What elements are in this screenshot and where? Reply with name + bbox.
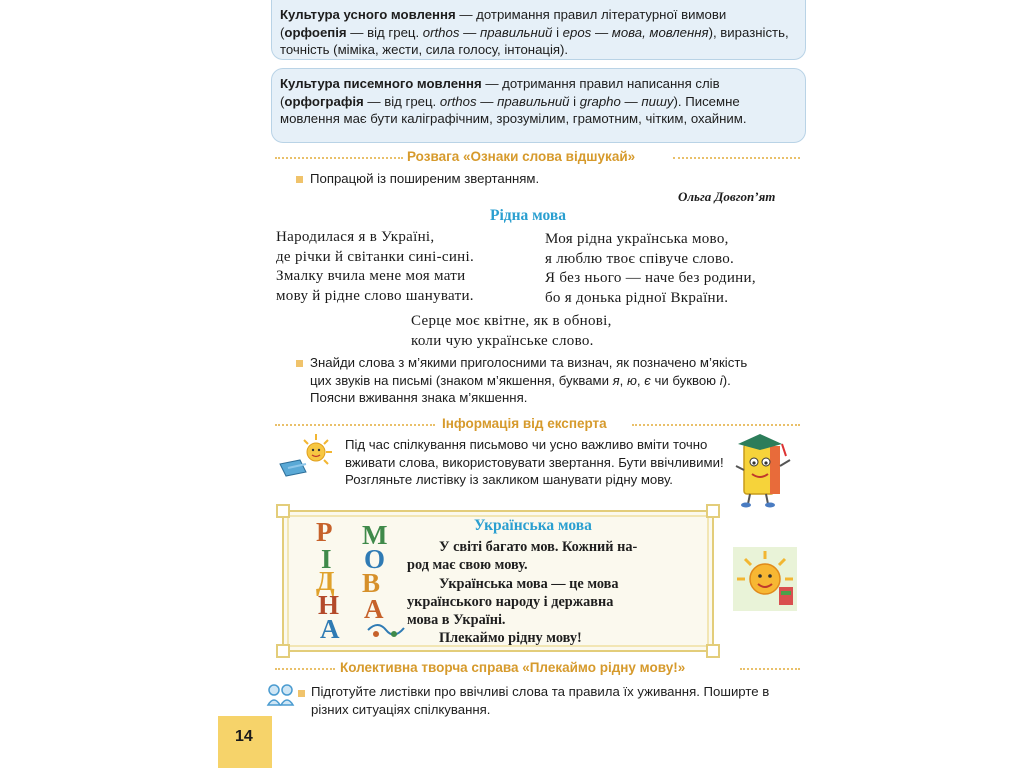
task-line: Поясни вживання знака м’якшення. xyxy=(310,390,528,405)
postcard-line: род має свою мову. xyxy=(407,557,528,574)
def-text: ). Писемне мовлення має бути каліграфічним, зрозумілим, грамотним, чітким, охайним. xyxy=(280,93,747,126)
page-number-tab xyxy=(218,716,272,768)
translation: пишу xyxy=(641,93,674,109)
section-header-expert xyxy=(275,416,800,432)
dotted-divider xyxy=(740,668,800,670)
floral-ornament-icon xyxy=(366,618,406,640)
ornament-letter: О xyxy=(364,544,386,574)
frame-corner xyxy=(276,504,290,518)
greek-word: orthos xyxy=(422,24,460,40)
poem-stanza-left: Народилася я в Україні, де річки й світанки сині-сині. Змалку вчила мене моя мати мову й рідне слово шанувати. xyxy=(276,229,474,304)
def-text: — xyxy=(476,93,498,109)
dotted-divider xyxy=(275,668,335,670)
ornament-letter: Р xyxy=(316,517,333,547)
def-text: — від грец. xyxy=(346,24,423,40)
ornament-letter: І xyxy=(321,544,332,574)
ornament-letter: Н xyxy=(318,590,340,620)
def-text: — xyxy=(620,93,642,109)
dotted-divider xyxy=(673,157,800,159)
term-written-culture: Культура писемного мовлення xyxy=(280,76,482,91)
dotted-divider xyxy=(632,424,800,426)
term-orthography: орфографія xyxy=(284,93,364,109)
poem-title: Рідна мова xyxy=(490,207,567,224)
def-text: і xyxy=(552,24,563,40)
section-title: Колективна творча справа «Плекаймо рідну мову!» xyxy=(340,660,686,675)
sun-painter-icon xyxy=(733,547,797,611)
poem-stanza-right: Моя рідна українська мово, я люблю твоє співуче слово. Я без нього — наче без родини, бо я донька рідної Вкраїни. xyxy=(545,231,756,306)
dotted-divider xyxy=(275,424,435,426)
bullet-icon xyxy=(296,360,303,367)
term-oral-culture: Культура усного мовлення xyxy=(280,7,456,22)
section-title: Інформація від експерта xyxy=(442,416,607,431)
definition-oral-speech xyxy=(271,0,806,60)
frame-corner xyxy=(276,644,290,658)
bullet-icon xyxy=(296,176,303,183)
def-text: — дотримання правил написання слів ( xyxy=(280,76,720,109)
ornament-letter: А xyxy=(364,594,384,624)
translation: правильний xyxy=(479,24,553,40)
bullet-icon xyxy=(298,690,305,697)
sun-reading-book-icon xyxy=(276,430,336,480)
poem-author: Ольга Довгоп’ят xyxy=(678,189,776,204)
postcard-line: У світі багато мов. Кожний на- xyxy=(439,539,638,555)
postcard-line: українського народу і державна xyxy=(407,593,614,610)
task-line: Знайди слова з м’якими приголосними та визнач, як позначено м’якість xyxy=(310,355,748,370)
translation: мова, мовлення xyxy=(611,24,709,40)
task-text xyxy=(310,354,805,407)
greek-word: epos xyxy=(562,24,592,40)
ornament-letter: Д xyxy=(316,566,335,596)
section-header-project xyxy=(275,660,800,676)
def-text: і xyxy=(569,93,580,109)
ornament-letter: А xyxy=(320,614,340,644)
postcard-title: Українська мова xyxy=(474,517,592,534)
task-text: Попрацюй із поширеним звертанням. xyxy=(310,171,540,186)
expert-info-text: Під час спілкування письмово чи усно важливо вміти точно вживати слова, використовувати звертання. Бути ввічливими! Розгляньте листівку із закликом шанувати рідну мову. xyxy=(345,437,724,487)
postcard-text xyxy=(407,538,692,648)
def-text: — від грец. xyxy=(363,93,440,109)
definition-written-speech xyxy=(271,68,806,143)
postcard-line: Плекаймо рідну мову! xyxy=(439,630,582,647)
dotted-divider xyxy=(275,157,403,159)
group-work-icon xyxy=(266,683,296,707)
def-text: ), виразність, точність (міміка, жести, сила голосу, інтонація). xyxy=(280,24,789,57)
postcard-line: Українська мова — це мова xyxy=(439,575,619,592)
page-number: 14 xyxy=(235,728,253,745)
section-header-game xyxy=(275,149,800,165)
task-text: Підготуйте листівки про ввічливі слова та правила їх уживання. Поширте в різних ситуаціях спілкування. xyxy=(311,684,770,717)
def-text: — дотримання правил літературної вимови ( xyxy=(280,7,727,40)
book-character-icon xyxy=(730,430,798,508)
section-title: Розвага «Ознаки слова відшукай» xyxy=(407,149,636,164)
greek-word: orthos xyxy=(439,93,477,109)
task-line: цих звуків на письмі (знаком м’якшення, буквами я, ю, є чи буквою і). xyxy=(310,372,731,388)
frame-corner xyxy=(706,644,720,658)
def-text: — xyxy=(459,24,480,40)
term-orthoepy: орфоепія xyxy=(284,24,347,40)
poem-stanza-center: Серце моє квітне, як в обнові, коли чую українське слово. xyxy=(411,313,612,349)
greek-word: grapho xyxy=(579,93,621,109)
postcard-line: мова в Україні. xyxy=(407,612,506,629)
ornament-letter: М xyxy=(362,520,388,550)
def-text: — xyxy=(591,24,612,40)
ornament-letter: В xyxy=(362,568,381,598)
translation: правильний xyxy=(497,93,570,109)
frame-corner xyxy=(706,504,720,518)
